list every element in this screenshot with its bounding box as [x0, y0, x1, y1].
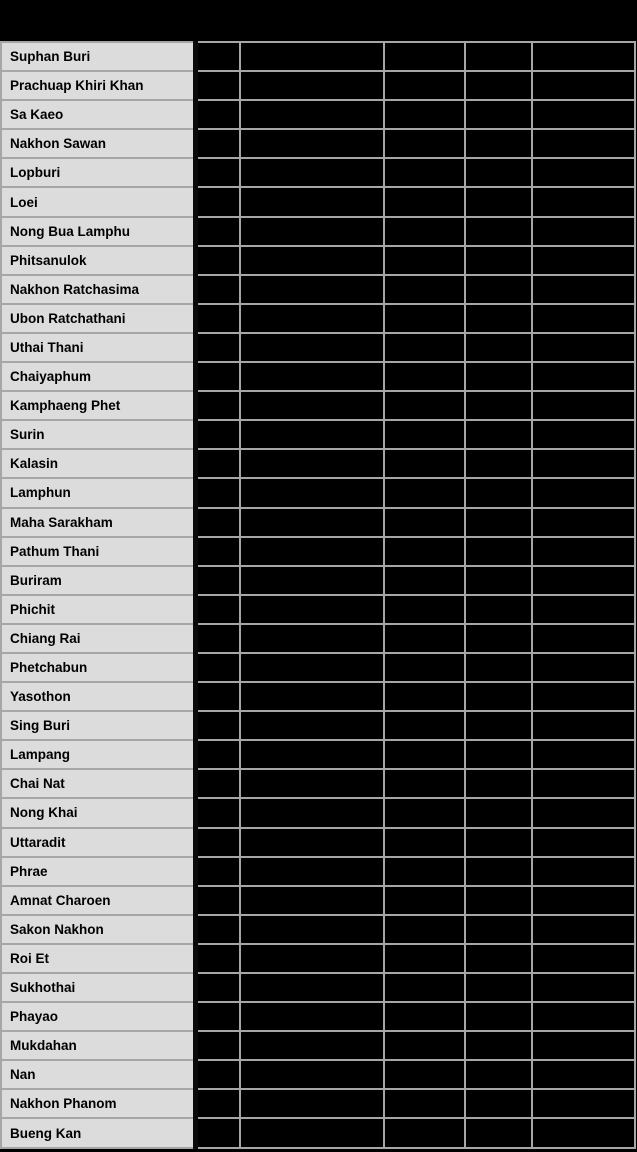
- province-label: Phrae: [1, 857, 195, 886]
- data-cell: [465, 362, 532, 391]
- province-label: Roi Et: [1, 944, 195, 973]
- data-cell: [195, 333, 240, 362]
- data-cell: [384, 595, 465, 624]
- data-cell: [384, 1031, 465, 1060]
- table-row: [1, 595, 635, 624]
- data-cell: [195, 129, 240, 158]
- table-row: [1, 944, 635, 973]
- data-cell: [195, 798, 240, 827]
- province-label: Buriram: [1, 566, 195, 595]
- data-cell: [240, 537, 384, 566]
- data-cell: [384, 42, 465, 71]
- data-cell: [384, 973, 465, 1002]
- table-row: [1, 798, 635, 827]
- data-cell: [240, 100, 384, 129]
- data-cell: [384, 246, 465, 275]
- data-cell: [532, 973, 635, 1002]
- data-cell: [465, 391, 532, 420]
- table-row: [1, 857, 635, 886]
- province-label: Sing Buri: [1, 711, 195, 740]
- data-cell: [240, 711, 384, 740]
- data-cell: [195, 478, 240, 507]
- province-label: Lopburi: [1, 158, 195, 187]
- data-cell: [240, 798, 384, 827]
- header-band: [0, 0, 637, 41]
- data-cell: [240, 187, 384, 216]
- province-label: Kalasin: [1, 449, 195, 478]
- data-cell: [240, 624, 384, 653]
- data-cell: [240, 769, 384, 798]
- data-cell: [532, 362, 635, 391]
- data-cell: [465, 1031, 532, 1060]
- data-cell: [195, 828, 240, 857]
- province-label: Lamphun: [1, 478, 195, 507]
- data-cell: [532, 1089, 635, 1118]
- data-cell: [384, 187, 465, 216]
- data-cell: [240, 391, 384, 420]
- data-cell: [195, 653, 240, 682]
- table-row: [1, 129, 635, 158]
- data-cell: [195, 1089, 240, 1118]
- data-cell: [384, 1002, 465, 1031]
- data-cell: [532, 1031, 635, 1060]
- province-label: Surin: [1, 420, 195, 449]
- data-cell: [532, 508, 635, 537]
- data-cell: [240, 828, 384, 857]
- data-cell: [195, 362, 240, 391]
- data-cell: [384, 391, 465, 420]
- data-cell: [532, 711, 635, 740]
- data-cell: [195, 769, 240, 798]
- table-row: [1, 915, 635, 944]
- data-cell: [195, 42, 240, 71]
- table-row: [1, 158, 635, 187]
- data-cell: [465, 857, 532, 886]
- data-cell: [240, 857, 384, 886]
- data-cell: [532, 1118, 635, 1147]
- data-cell: [532, 566, 635, 595]
- data-cell: [384, 798, 465, 827]
- data-cell: [465, 944, 532, 973]
- data-cell: [465, 915, 532, 944]
- data-cell: [240, 275, 384, 304]
- data-cell: [532, 682, 635, 711]
- data-cell: [532, 129, 635, 158]
- province-label: Bueng Kan: [1, 1118, 195, 1147]
- data-cell: [532, 769, 635, 798]
- data-cell: [384, 653, 465, 682]
- data-cell: [465, 1118, 532, 1147]
- data-cell: [195, 624, 240, 653]
- data-cell: [384, 711, 465, 740]
- data-cell: [195, 1002, 240, 1031]
- data-cell: [240, 1089, 384, 1118]
- table-row: [1, 391, 635, 420]
- data-cell: [532, 100, 635, 129]
- data-cell: [532, 944, 635, 973]
- data-cell: [195, 508, 240, 537]
- data-cell: [465, 71, 532, 100]
- data-cell: [240, 682, 384, 711]
- data-cell: [384, 333, 465, 362]
- province-label: Nan: [1, 1060, 195, 1089]
- province-label: Uthai Thani: [1, 333, 195, 362]
- data-cell: [384, 129, 465, 158]
- data-cell: [240, 217, 384, 246]
- data-cell: [465, 158, 532, 187]
- data-cell: [465, 275, 532, 304]
- data-cell: [384, 537, 465, 566]
- table-row: [1, 537, 635, 566]
- data-cell: [532, 798, 635, 827]
- table-row: [1, 333, 635, 362]
- data-cell: [465, 246, 532, 275]
- province-label: Nong Bua Lamphu: [1, 217, 195, 246]
- table-row: [1, 42, 635, 71]
- data-cell: [195, 187, 240, 216]
- data-cell: [532, 333, 635, 362]
- data-cell: [240, 449, 384, 478]
- data-cell: [240, 1118, 384, 1147]
- data-cell: [465, 537, 532, 566]
- table-row: [1, 711, 635, 740]
- data-cell: [195, 595, 240, 624]
- table-row: [1, 1002, 635, 1031]
- data-cell: [532, 915, 635, 944]
- data-cell: [384, 478, 465, 507]
- data-cell: [195, 973, 240, 1002]
- table-row: [1, 508, 635, 537]
- data-cell: [465, 769, 532, 798]
- data-cell: [384, 857, 465, 886]
- data-cell: [384, 1089, 465, 1118]
- data-cell: [465, 129, 532, 158]
- province-label: Suphan Buri: [1, 42, 195, 71]
- data-cell: [384, 740, 465, 769]
- data-cell: [465, 711, 532, 740]
- data-cell: [240, 595, 384, 624]
- data-cell: [532, 71, 635, 100]
- data-cell: [465, 740, 532, 769]
- table-row: [1, 682, 635, 711]
- data-cell: [465, 798, 532, 827]
- table-row: [1, 740, 635, 769]
- data-cell: [195, 682, 240, 711]
- data-cell: [384, 915, 465, 944]
- data-cell: [465, 566, 532, 595]
- province-label: Sukhothai: [1, 973, 195, 1002]
- data-cell: [384, 624, 465, 653]
- data-cell: [240, 1002, 384, 1031]
- province-label: Loei: [1, 187, 195, 216]
- data-cell: [195, 100, 240, 129]
- data-cell: [465, 624, 532, 653]
- data-cell: [195, 71, 240, 100]
- data-cell: [465, 304, 532, 333]
- data-cell: [240, 566, 384, 595]
- data-cell: [195, 1060, 240, 1089]
- data-cell: [465, 449, 532, 478]
- data-cell: [240, 362, 384, 391]
- data-cell: [195, 857, 240, 886]
- data-cell: [465, 42, 532, 71]
- province-label: Kamphaeng Phet: [1, 391, 195, 420]
- data-cell: [195, 886, 240, 915]
- table-row: [1, 187, 635, 216]
- data-cell: [532, 1002, 635, 1031]
- data-cell: [532, 391, 635, 420]
- province-label: Chaiyaphum: [1, 362, 195, 391]
- data-cell: [532, 158, 635, 187]
- data-cell: [532, 246, 635, 275]
- data-cell: [384, 275, 465, 304]
- data-cell: [532, 595, 635, 624]
- data-cell: [532, 420, 635, 449]
- province-label: Lampang: [1, 740, 195, 769]
- data-cell: [240, 1060, 384, 1089]
- data-cell: [465, 1002, 532, 1031]
- data-cell: [384, 566, 465, 595]
- table-row: [1, 1060, 635, 1089]
- data-cell: [195, 915, 240, 944]
- data-cell: [384, 420, 465, 449]
- table-row: [1, 624, 635, 653]
- data-cell: [532, 187, 635, 216]
- data-cell: [532, 449, 635, 478]
- table-row: [1, 828, 635, 857]
- data-cell: [532, 740, 635, 769]
- data-cell: [240, 1031, 384, 1060]
- table-row: [1, 478, 635, 507]
- data-cell: [240, 915, 384, 944]
- data-cell: [384, 886, 465, 915]
- province-label: Nakhon Sawan: [1, 129, 195, 158]
- data-cell: [384, 769, 465, 798]
- data-cell: [195, 1118, 240, 1147]
- data-cell: [465, 653, 532, 682]
- data-cell: [384, 508, 465, 537]
- province-label: Sakon Nakhon: [1, 915, 195, 944]
- province-label: Yasothon: [1, 682, 195, 711]
- data-cell: [532, 217, 635, 246]
- data-cell: [532, 653, 635, 682]
- data-cell: [384, 100, 465, 129]
- data-cell: [240, 304, 384, 333]
- province-label: Pathum Thani: [1, 537, 195, 566]
- data-cell: [384, 682, 465, 711]
- province-label: Phitsanulok: [1, 246, 195, 275]
- province-label: Nong Khai: [1, 798, 195, 827]
- data-cell: [195, 304, 240, 333]
- data-cell: [465, 1089, 532, 1118]
- data-cell: [384, 71, 465, 100]
- data-cell: [195, 740, 240, 769]
- data-cell: [384, 304, 465, 333]
- table-row: [1, 71, 635, 100]
- data-cell: [532, 42, 635, 71]
- data-cell: [240, 973, 384, 1002]
- data-cell: [532, 537, 635, 566]
- province-label: Chiang Rai: [1, 624, 195, 653]
- province-label: Nakhon Ratchasima: [1, 275, 195, 304]
- province-data-table: [0, 41, 636, 1149]
- data-cell: [384, 158, 465, 187]
- table-row: [1, 769, 635, 798]
- table-row: [1, 246, 635, 275]
- data-cell: [532, 828, 635, 857]
- table-row: [1, 449, 635, 478]
- data-cell: [384, 828, 465, 857]
- data-cell: [532, 857, 635, 886]
- data-cell: [532, 1060, 635, 1089]
- table-row: [1, 653, 635, 682]
- data-cell: [195, 158, 240, 187]
- data-cell: [195, 1031, 240, 1060]
- province-label: Amnat Charoen: [1, 886, 195, 915]
- table-row: [1, 362, 635, 391]
- table-row: [1, 304, 635, 333]
- data-cell: [240, 158, 384, 187]
- data-cell: [465, 217, 532, 246]
- data-cell: [240, 71, 384, 100]
- table-row: [1, 886, 635, 915]
- table-row: [1, 566, 635, 595]
- data-cell: [465, 100, 532, 129]
- data-cell: [384, 1060, 465, 1089]
- data-cell: [384, 362, 465, 391]
- province-label: Prachuap Khiri Khan: [1, 71, 195, 100]
- data-cell: [465, 973, 532, 1002]
- province-label: Phichit: [1, 595, 195, 624]
- table-row: [1, 420, 635, 449]
- data-cell: [384, 449, 465, 478]
- data-cell: [384, 1118, 465, 1147]
- data-cell: [465, 420, 532, 449]
- data-cell: [384, 944, 465, 973]
- data-cell: [532, 304, 635, 333]
- data-cell: [465, 508, 532, 537]
- data-cell: [240, 246, 384, 275]
- table-row: [1, 1089, 635, 1118]
- data-cell: [195, 217, 240, 246]
- data-cell: [465, 1060, 532, 1089]
- data-cell: [195, 944, 240, 973]
- data-cell: [465, 333, 532, 362]
- data-cell: [240, 944, 384, 973]
- table-body: [1, 42, 635, 1148]
- province-label: Sa Kaeo: [1, 100, 195, 129]
- data-cell: [195, 711, 240, 740]
- table-row: [1, 275, 635, 304]
- province-label: Mukdahan: [1, 1031, 195, 1060]
- data-cell: [240, 129, 384, 158]
- data-cell: [465, 828, 532, 857]
- data-cell: [195, 275, 240, 304]
- data-cell: [532, 478, 635, 507]
- data-cell: [240, 508, 384, 537]
- table-row: [1, 100, 635, 129]
- data-cell: [465, 187, 532, 216]
- data-cell: [240, 740, 384, 769]
- province-label: Phetchabun: [1, 653, 195, 682]
- data-cell: [465, 886, 532, 915]
- data-cell: [195, 449, 240, 478]
- data-cell: [195, 420, 240, 449]
- data-cell: [195, 537, 240, 566]
- province-label: Nakhon Phanom: [1, 1089, 195, 1118]
- table-row: [1, 217, 635, 246]
- table-row: [1, 973, 635, 1002]
- data-cell: [465, 595, 532, 624]
- data-cell: [240, 333, 384, 362]
- province-label: Chai Nat: [1, 769, 195, 798]
- data-cell: [384, 217, 465, 246]
- data-cell: [195, 391, 240, 420]
- table-row: [1, 1031, 635, 1060]
- data-cell: [465, 478, 532, 507]
- province-label: Maha Sarakham: [1, 508, 195, 537]
- table-row: [1, 1118, 635, 1147]
- data-cell: [532, 886, 635, 915]
- province-label: Uttaradit: [1, 828, 195, 857]
- province-label: Ubon Ratchathani: [1, 304, 195, 333]
- data-cell: [240, 886, 384, 915]
- data-cell: [240, 478, 384, 507]
- data-cell: [532, 624, 635, 653]
- data-cell: [532, 275, 635, 304]
- data-cell: [240, 653, 384, 682]
- data-cell: [195, 246, 240, 275]
- province-label: Phayao: [1, 1002, 195, 1031]
- data-cell: [195, 566, 240, 595]
- data-cell: [240, 420, 384, 449]
- data-cell: [240, 42, 384, 71]
- data-cell: [465, 682, 532, 711]
